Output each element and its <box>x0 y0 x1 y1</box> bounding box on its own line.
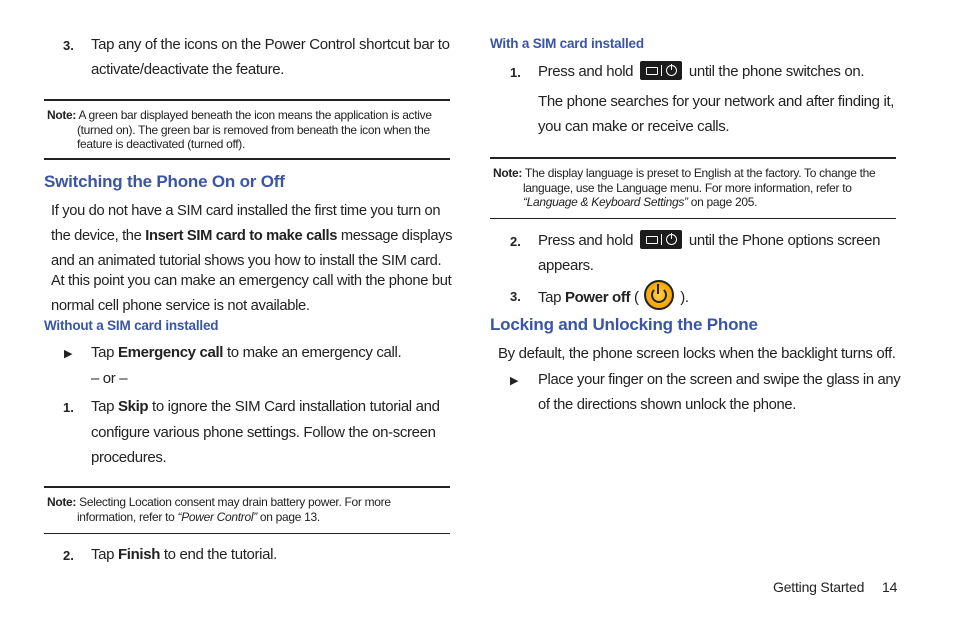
note-line: A green bar displayed beneath the icon means the application is active <box>78 108 432 122</box>
note-rule-bottom <box>44 533 450 534</box>
note-rule-top <box>44 486 450 488</box>
note-line: feature is deactivated (turned off). <box>76 137 246 151</box>
note-rule-top <box>44 99 450 101</box>
note-box <box>47 108 451 152</box>
step-text: Press and hold until the phone switches on. <box>538 59 864 84</box>
paragraph <box>538 89 894 139</box>
step-text: Tap Finish to end the tutorial. <box>91 546 277 563</box>
step-line: appears. <box>538 257 594 274</box>
bullet-arrow-icon: ▶ <box>510 375 519 387</box>
step-text <box>91 394 440 471</box>
note-rule-bottom <box>490 218 896 219</box>
step-line: activate/deactivate the feature. <box>91 61 285 78</box>
step-text: Tap Power off ( ). <box>538 283 689 313</box>
bullet-text <box>538 367 900 417</box>
note-label: Note: <box>47 108 77 122</box>
step-line: Tap any of the icons on the Power Control shortcut bar to <box>91 36 450 53</box>
bold-term: Finish <box>117 546 161 563</box>
bold-term: Power off <box>564 288 631 306</box>
paragraph-line: and an animated tutorial shows you how to install the SIM card. <box>51 252 442 269</box>
note-rule-bottom <box>44 158 450 160</box>
bullet-arrow-icon: ▶ <box>64 348 73 360</box>
note-label: Note: <box>493 166 523 180</box>
section-heading: Switching the Phone On or Off <box>44 172 285 191</box>
power-off-icon <box>644 280 674 310</box>
step-number: 3. <box>510 289 521 304</box>
paragraph-line: you can make or receive calls. <box>538 118 730 135</box>
bold-term: Insert SIM card to make calls <box>145 227 338 244</box>
note-line: The display language is preset to English at the factory. To change the <box>524 166 876 180</box>
note-box <box>47 495 451 524</box>
note-box <box>493 166 897 210</box>
page-number: 14 <box>882 579 898 595</box>
note-line: “Language & Keyboard Settings” on page 205. <box>522 195 758 209</box>
step-line: configure various phone settings. Follow the on-screen <box>91 423 436 441</box>
step-number: 1. <box>63 400 74 415</box>
step-number: 2. <box>510 234 521 249</box>
power-key-icon <box>640 61 682 80</box>
footer-section: Getting Started <box>773 579 865 595</box>
note-line: (turned on). The green bar is removed from beneath the icon when the <box>76 122 430 137</box>
step-text <box>538 228 880 278</box>
section-heading: Locking and Unlocking the Phone <box>490 315 758 334</box>
step-number: 3. <box>63 38 74 53</box>
bold-term: Skip <box>117 398 149 415</box>
bullet-text: Tap Emergency call to make an emergency call. <box>91 344 402 361</box>
bullet-line: Place your finger on the screen and swipe the glass in any <box>538 371 901 388</box>
step-number: 2. <box>63 548 74 563</box>
or-separator: – or – <box>91 370 128 387</box>
paragraph <box>51 198 452 273</box>
note-line: language, use the Language menu. For more information, refer to <box>522 180 852 195</box>
step-line: Tap Skip to ignore the SIM Card installation tutorial and <box>91 398 440 415</box>
paragraph-line: The phone searches for your network and after finding it, <box>538 93 895 110</box>
note-rule-top <box>490 157 896 159</box>
paragraph: By default, the phone screen locks when the backlight turns off. <box>498 345 896 362</box>
paragraph-line: the device, the Insert SIM card to make calls message displays <box>51 227 453 244</box>
cross-reference: “Power Control” <box>177 509 257 524</box>
cross-reference: “Language & Keyboard Settings” <box>522 195 688 209</box>
step-text <box>91 32 450 82</box>
bold-term: Emergency call <box>117 344 224 361</box>
bullet-line: of the directions shown unlock the phone. <box>538 396 797 413</box>
subsection-heading: Without a SIM card installed <box>44 318 219 333</box>
step-line: procedures. <box>91 449 167 466</box>
note-label: Note: <box>47 495 77 509</box>
paragraph-line: normal cell phone service is not available. <box>51 297 310 314</box>
note-line: Selecting Location consent may drain battery power. For more <box>79 495 391 509</box>
step-number: 1. <box>510 65 521 80</box>
power-key-icon <box>640 230 682 249</box>
paragraph <box>51 268 451 318</box>
paragraph-line: At this point you can make an emergency call with the phone but <box>51 272 452 289</box>
paragraph-line: If you do not have a SIM card installed the first time you turn on <box>51 202 441 219</box>
subsection-heading: With a SIM card installed <box>490 36 644 51</box>
note-line: information, refer to “Power Control” on page 13. <box>76 509 320 524</box>
step-line: Press and hold until the Phone options screen <box>538 228 880 253</box>
